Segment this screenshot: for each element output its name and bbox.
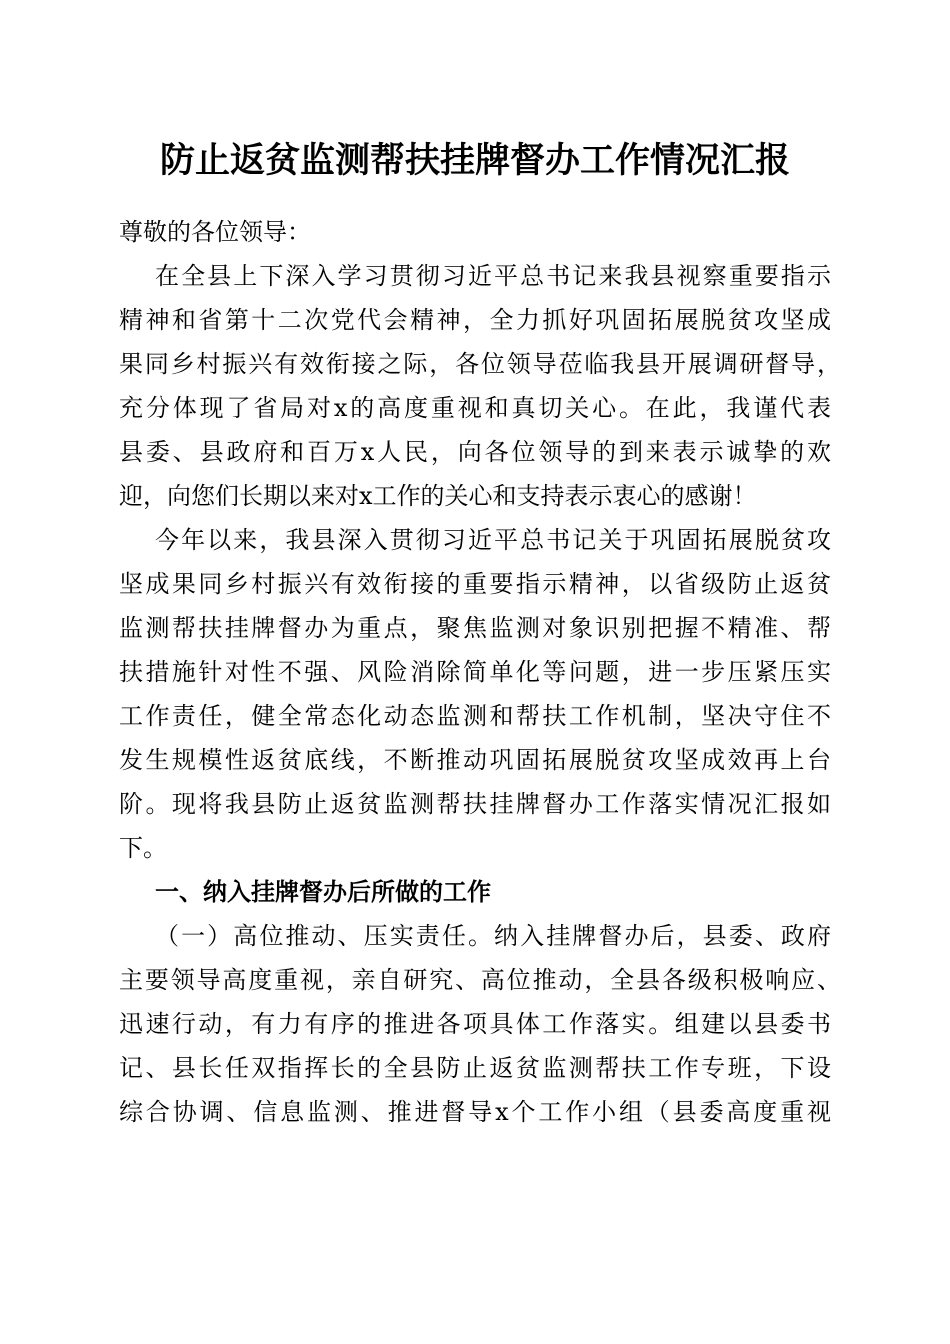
paragraph-line: 县委、县政府和百万x人民，向各位领导的到来表示诚挚的欢 [119,438,831,466]
paragraph-line: 充分体现了省局对x的高度重视和真切关心。在此，我谨代表 [119,394,831,422]
paragraph-line: 在全县上下深入学习贯彻习近平总书记来我县视察重要指示 [155,262,831,290]
paragraph-line: 工作责任，健全常态化动态监测和帮扶工作机制，坚决守住不 [119,702,831,730]
paragraph-line: 迎，向您们长期以来对x工作的关心和支持表示衷心的感谢！ [119,482,757,510]
paragraph-line: 发生规模性返贫底线，不断推动巩固拓展脱贫攻坚成效再上台 [119,746,831,774]
paragraph-line: 今年以来，我县深入贯彻习近平总书记关于巩固拓展脱贫攻 [155,526,831,554]
paragraph-line: 精神和省第十二次党代会精神，全力抓好巩固拓展脱贫攻坚成 [119,306,831,334]
paragraph-line: 记、县长任双指挥长的全县防止返贫监测帮扶工作专班，下设 [119,1054,831,1082]
document-title: 防止返贫监测帮扶挂牌督办工作情况汇报 [159,140,790,181]
paragraph-line: 下。 [119,834,167,862]
paragraph-line: 监测帮扶挂牌督办为重点，聚焦监测对象识别把握不精准、帮 [119,614,831,642]
paragraph-line: （一）高位推动、压实责任。纳入挂牌督办后，县委、政府 [155,922,831,950]
paragraph-line: 主要领导高度重视，亲自研究、高位推动，全县各级积极响应、 [119,966,841,994]
paragraph-line: 果同乡村振兴有效衔接之际，各位领导莅临我县开展调研督导， [119,350,841,378]
section-heading: 一、纳入挂牌督办后所做的工作 [155,878,491,906]
paragraph-line: 扶措施针对性不强、风险消除简单化等问题，进一步压紧压实 [119,658,831,686]
salutation: 尊敬的各位领导： [119,218,311,246]
paragraph-line: 阶。现将我县防止返贫监测帮扶挂牌督办工作落实情况汇报如 [119,790,831,818]
paragraph-line: 综合协调、信息监测、推进督导x个工作小组（县委高度重视 [119,1098,831,1126]
paragraph-line: 坚成果同乡村振兴有效衔接的重要指示精神，以省级防止返贫 [119,570,831,598]
paragraph-line: 迅速行动，有力有序的推进各项具体工作落实。组建以县委书 [119,1010,831,1038]
